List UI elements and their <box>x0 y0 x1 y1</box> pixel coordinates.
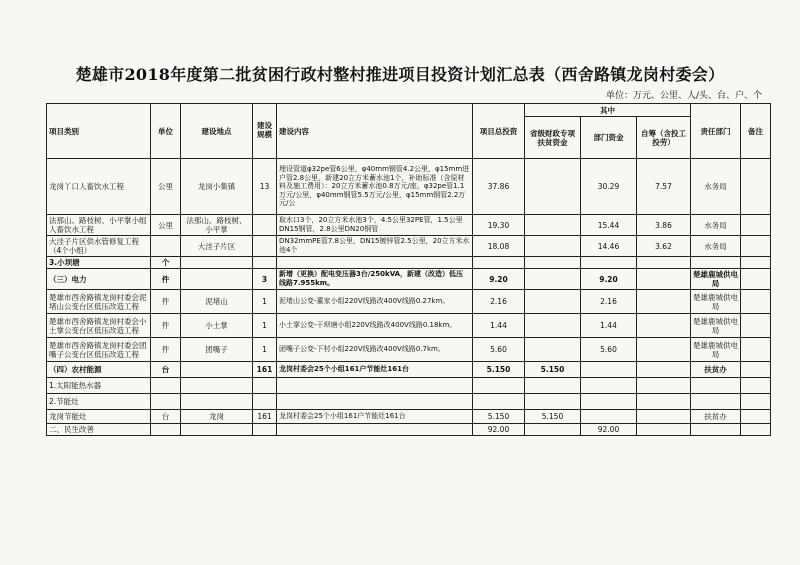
header-scale: 建设规模 <box>253 104 277 159</box>
cell-responsible: 扶贫办 <box>691 410 741 424</box>
cell-location: 团嘴子 <box>181 338 253 362</box>
cell-unit: 件 <box>151 314 181 338</box>
cell-self <box>637 314 691 338</box>
header-of-which: 其中 <box>525 104 691 117</box>
cell-category: 2.节能灶 <box>47 394 151 410</box>
cell-content <box>277 394 473 410</box>
cell-dept: 1.44 <box>581 314 637 338</box>
cell-responsible: 扶贫办 <box>691 362 741 378</box>
cell-unit <box>151 236 181 257</box>
cell-provincial: 5.150 <box>525 362 581 378</box>
cell-scale: 13 <box>253 159 277 215</box>
header-content: 建设内容 <box>277 104 473 159</box>
header-remarks: 备注 <box>741 104 771 159</box>
cell-self <box>637 394 691 410</box>
cell-location <box>181 424 253 436</box>
cell-location: 龙岗小集镇 <box>181 159 253 215</box>
table-row <box>47 215 771 236</box>
cell-remarks <box>741 314 771 338</box>
table-row <box>47 314 771 338</box>
table-row <box>47 236 771 257</box>
cell-scale <box>253 257 277 269</box>
cell-self: 3.86 <box>637 215 691 236</box>
cell-remarks <box>741 394 771 410</box>
cell-provincial: 5.150 <box>525 410 581 424</box>
cell-total: 5.60 <box>473 338 525 362</box>
cell-total: 5.150 <box>473 362 525 378</box>
cell-responsible: 楚雄鹿城供电局 <box>691 314 741 338</box>
cell-content: 龙岗村委会25个小组161户节能灶161台 <box>277 362 473 378</box>
cell-total: 5.150 <box>473 410 525 424</box>
cell-category: 法那山、路枝树、小平掌小组人畜饮水工程 <box>47 215 151 236</box>
cell-location: 大洼子片区 <box>181 236 253 257</box>
cell-content <box>277 424 473 436</box>
cell-total: 37.86 <box>473 159 525 215</box>
cell-scale: 1 <box>253 314 277 338</box>
table-row <box>47 362 771 378</box>
cell-remarks <box>741 236 771 257</box>
cell-category: 大洼子片区供水管修复工程（4个小组） <box>47 236 151 257</box>
cell-unit: 个 <box>151 257 181 269</box>
cell-dept <box>581 410 637 424</box>
investment-table <box>46 103 771 436</box>
cell-scale <box>253 394 277 410</box>
cell-unit <box>151 378 181 394</box>
header-provincial: 省级财政专项扶贫资金 <box>525 117 581 159</box>
cell-category: （四）农村能源 <box>47 362 151 378</box>
cell-self <box>637 338 691 362</box>
cell-provincial <box>525 269 581 290</box>
cell-total <box>473 394 525 410</box>
cell-category: 楚雄市西舍路镇龙岗村委会团嘴子公变台区低压改造工程 <box>47 338 151 362</box>
cell-remarks <box>741 290 771 314</box>
cell-self <box>637 257 691 269</box>
cell-location: 小土掌 <box>181 314 253 338</box>
units-note: 单位：万元、公里、人/头、台、户、个 <box>605 91 762 101</box>
cell-unit: 件 <box>151 269 181 290</box>
cell-location <box>181 362 253 378</box>
cell-dept: 14.46 <box>581 236 637 257</box>
cell-self <box>637 424 691 436</box>
cell-total: 2.16 <box>473 290 525 314</box>
cell-category: 二、民生改善 <box>47 424 151 436</box>
cell-category: 楚雄市西舍路镇龙岗村委会泥堵山公变台区低压改造工程 <box>47 290 151 314</box>
cell-scale <box>253 236 277 257</box>
cell-responsible: 水务局 <box>691 215 741 236</box>
cell-dept: 2.16 <box>581 290 637 314</box>
cell-responsible: 楚雄鹿城供电局 <box>691 338 741 362</box>
cell-dept: 30.29 <box>581 159 637 215</box>
cell-responsible: 水务局 <box>691 236 741 257</box>
cell-dept <box>581 257 637 269</box>
cell-location <box>181 378 253 394</box>
table-row <box>47 290 771 314</box>
cell-responsible <box>691 378 741 394</box>
cell-unit: 件 <box>151 290 181 314</box>
table-row <box>47 410 771 424</box>
header-responsible: 责任部门 <box>691 104 741 159</box>
cell-provincial <box>525 290 581 314</box>
cell-provincial <box>525 338 581 362</box>
cell-unit: 台 <box>151 362 181 378</box>
cell-location <box>181 257 253 269</box>
cell-scale <box>253 215 277 236</box>
cell-self <box>637 378 691 394</box>
cell-dept <box>581 378 637 394</box>
cell-content: 取水口3个，20立方米水池3个，4.5公里32PE管，1.5公里DN15钢管，2.8公里DN20钢管 <box>277 215 473 236</box>
cell-self <box>637 362 691 378</box>
cell-scale: 1 <box>253 290 277 314</box>
header-category: 项目类别 <box>47 104 151 159</box>
cell-scale: 161 <box>253 362 277 378</box>
cell-content: DN32mmPE管7.8公里，DN15镀锌管2.5公里，20立方米水池4个 <box>277 236 473 257</box>
cell-provincial <box>525 394 581 410</box>
cell-content: 泥堵山公变-董家小组220V线路改400V线路0.27km。 <box>277 290 473 314</box>
cell-remarks <box>741 410 771 424</box>
cell-location <box>181 394 253 410</box>
cell-dept <box>581 362 637 378</box>
cell-scale <box>253 424 277 436</box>
cell-location: 泥堵山 <box>181 290 253 314</box>
cell-location <box>181 269 253 290</box>
table-row <box>47 394 771 410</box>
cell-self <box>637 290 691 314</box>
cell-total: 92.00 <box>473 424 525 436</box>
cell-remarks <box>741 424 771 436</box>
cell-unit <box>151 424 181 436</box>
cell-category: 龙岗节能灶 <box>47 410 151 424</box>
cell-scale: 1 <box>253 338 277 362</box>
cell-total <box>473 257 525 269</box>
cell-location: 龙岗 <box>181 410 253 424</box>
cell-unit <box>151 394 181 410</box>
cell-dept <box>581 394 637 410</box>
cell-dept: 15.44 <box>581 215 637 236</box>
cell-remarks <box>741 257 771 269</box>
cell-provincial <box>525 378 581 394</box>
cell-self <box>637 269 691 290</box>
header-dept: 部门资金 <box>581 117 637 159</box>
table-row <box>47 257 771 269</box>
table-row <box>47 378 771 394</box>
page-title: 楚雄市2018年度第二批贫困行政村整村推进项目投资计划汇总表（西舍路镇龙岗村委会） <box>75 65 725 84</box>
cell-responsible <box>691 257 741 269</box>
cell-scale: 3 <box>253 269 277 290</box>
cell-unit: 件 <box>151 338 181 362</box>
cell-scale <box>253 378 277 394</box>
cell-content: 团嘴子公变-下村小组220V线路改400V线路0.7km。 <box>277 338 473 362</box>
cell-scale: 161 <box>253 410 277 424</box>
cell-dept: 9.20 <box>581 269 637 290</box>
table-row <box>47 269 771 290</box>
cell-provincial <box>525 236 581 257</box>
cell-category: 3.小坝塘 <box>47 257 151 269</box>
header-location: 建设地点 <box>181 104 253 159</box>
cell-content: 小土掌公变-干坝塘小组220V线路改400V线路0.18km。 <box>277 314 473 338</box>
cell-responsible: 水务局 <box>691 159 741 215</box>
cell-responsible: 楚雄鹿城供电局 <box>691 290 741 314</box>
table-row <box>47 338 771 362</box>
cell-remarks <box>741 159 771 215</box>
table-row <box>47 424 771 436</box>
cell-content <box>277 257 473 269</box>
table-row <box>47 159 771 215</box>
cell-responsible <box>691 394 741 410</box>
cell-unit: 公里 <box>151 159 181 215</box>
cell-remarks <box>741 362 771 378</box>
cell-remarks <box>741 338 771 362</box>
header-unit: 单位 <box>151 104 181 159</box>
cell-category: 龙岗丫口人畜饮水工程 <box>47 159 151 215</box>
cell-provincial <box>525 314 581 338</box>
cell-total: 9.20 <box>473 269 525 290</box>
cell-provincial <box>525 424 581 436</box>
cell-dept: 92.00 <box>581 424 637 436</box>
cell-category: 楚雄市西舍路镇龙岗村委会小土掌公变台区低压改造工程 <box>47 314 151 338</box>
cell-content: 埋设管道φ32pe管6公里，φ40mm钢管4.2公里，φ15mm进户管2.8公里，新建20立方米蓄水池1个，补助标准（含原材料及施工费用）：20立方米蓄水池0.8万元/座，φ32pe管1.1万元/公里，φ40mm钢管5.5万元/公里，φ15mm钢管2.2万元/公 <box>277 159 473 215</box>
cell-self <box>637 410 691 424</box>
cell-total: 19.30 <box>473 215 525 236</box>
cell-content: 新增（更换）配电变压器3台/250kVA，新建（改造）低压线路7.955km。 <box>277 269 473 290</box>
header-total: 项目总投资 <box>473 104 525 159</box>
cell-self: 3.62 <box>637 236 691 257</box>
cell-unit: 公里 <box>151 215 181 236</box>
cell-category: 1.太阳能热水器 <box>47 378 151 394</box>
cell-category: （三）电力 <box>47 269 151 290</box>
cell-responsible: 楚雄鹿城供电局 <box>691 269 741 290</box>
cell-remarks <box>741 269 771 290</box>
cell-remarks <box>741 378 771 394</box>
cell-total: 18.08 <box>473 236 525 257</box>
cell-total <box>473 378 525 394</box>
cell-content <box>277 378 473 394</box>
cell-content: 龙岗村委会25个小组161户节能灶161台 <box>277 410 473 424</box>
cell-provincial <box>525 159 581 215</box>
cell-provincial <box>525 257 581 269</box>
header-self: 自筹（含投工投劳） <box>637 117 691 159</box>
cell-responsible <box>691 424 741 436</box>
header-row-top <box>47 104 771 117</box>
cell-remarks <box>741 215 771 236</box>
cell-provincial <box>525 215 581 236</box>
cell-unit: 台 <box>151 410 181 424</box>
cell-dept: 5.60 <box>581 338 637 362</box>
cell-self: 7.57 <box>637 159 691 215</box>
cell-location: 法那山、路枝树、小平掌 <box>181 215 253 236</box>
cell-total: 1.44 <box>473 314 525 338</box>
